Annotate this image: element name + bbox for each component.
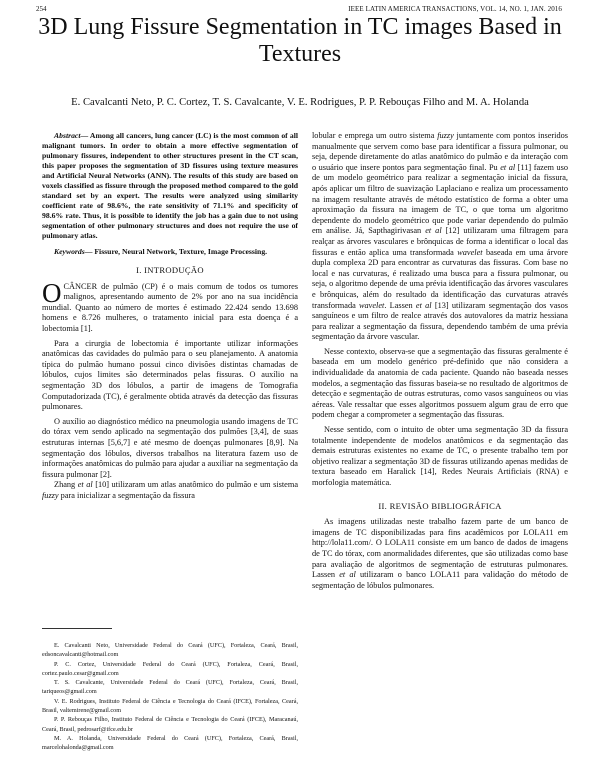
left-column — [42, 131, 298, 501]
italic-run: et al — [500, 162, 516, 172]
right-paragraph-4 — [312, 517, 568, 591]
abstract-label: Abstract— — [54, 131, 89, 140]
text-run: Zhang — [54, 480, 78, 490]
text-run: [11] fazem uso de um modelo geométrico para realizar a segmentação inicial da fissura, após aplicar um filtro de suavização Laplaciano e realiza um processamento na imagem resultante através de método estatístico de forma a obter uma aproximação da fissura na imagem de TC, o que torna um algoritmo dependente do modelo geométrico que pode variar dependendo do pulmão em análise. Já, Sapthagirivasan — [312, 162, 568, 236]
italic-run: et al — [339, 570, 356, 580]
italic-run: fuzzy — [437, 131, 454, 140]
italic-run: fuzzy — [42, 490, 59, 500]
footnote: T. S. Cavalcante, Universidade Federal do Ceará (UFC), Fortaleza, Ceará, Brasil, tariqueos@gmail.com — [42, 679, 298, 696]
section-title-introduction: I. INTRODUÇÃO — [136, 265, 204, 275]
italic-run: wavelet — [457, 247, 483, 257]
italic-run: et al — [415, 300, 432, 310]
italic-run: wavelet — [359, 300, 385, 310]
text-run: lobular e emprega um outro sistema — [312, 131, 438, 140]
intro-paragraph-2: Para a cirurgia de lobectomia é importante utilizar informações anatômicas das cavidades do pulmão para o seu planejamento. A anatomia típica do pulmão humano possui cinco divisões distintas chamadas de lóbulos, cujos limites são determinados pelas fissuras. O auxílio na segmentação 3D dos lóbulos, a partir de imagens de Tomografia Computadorizada (TC), é geralmente obtida através da detecção das fissuras pulmonares. — [42, 338, 298, 412]
right-column — [312, 131, 568, 591]
text-run: . Lassen — [384, 300, 416, 310]
text-run: [10] utilizaram um atlas anatômico do pulmão e um sistema — [92, 480, 299, 490]
footnote: E. Cavalcanti Neto, Universidade Federal do Ceará (UFC), Fortaleza, Ceará, Brasil, edsoncavalcanti@hotmail.com — [42, 642, 298, 659]
footnote: P. C. Cortez, Universidade Federal do Ceará (UFC), Fortaleza, Ceará, Brasil, cortez.paulo.cesar@gmail.com — [42, 660, 298, 677]
text-run: para inicializar a segmentação da fissura — [58, 490, 195, 500]
right-paragraph-3: Nesse sentido, com o intuito de obter uma segmentação 3D da fissura totalmente independente de modelos anatômicos e da segmentação das demais estruturas existentes no exame de TC, o presente trabalho tem por objetivo realizar a segmentação 3D de fissuras utilizando apenas medidas de textura baseado em Haralick [14], Redes Neurais Artificiais (RNA) e morfologia matemática. — [312, 425, 568, 487]
intro-paragraph-1-text: CÂNCER de pulmão (CP) é o mais comum de todos os tumores malignos, apresentando aumento de 2% por ano na sua incidência mundial. Quanto ao número de mortes é estimado 22.424 sendo 13.698 homens e 8.726 mulheres, o tratamento inicial para esta doença é a lobectomia [1]. — [42, 281, 298, 333]
footnote: V. E. Rodrigues, Instituto Federal de Ciência e Tecnologia do Ceará (IFCE), Fortaleza, Ceará, Brasil, valtemirene@gmail.com — [42, 697, 298, 715]
keywords — [42, 247, 298, 257]
journal-header: IEEE LATIN AMERICA TRANSACTIONS, VOL. 14, NO. 1, JAN. 2016 — [348, 5, 562, 13]
abstract-text: Among all cancers, lung cancer (LC) is the most common of all malignant tumors. In order to obtain a more effective segmentation of pulmonary fissures, independent to other structures present in the CT scan, this paper proposes the segmentation of 3D fissures using texture measures and Artificial Neural Networks (ANN). The results of this study are based on voxels classified as fissure through the proposed method compared to the gold standard set by an expert. The results were analyzed using similarity coefficient rate of 98.6%, the rate sensitivity of 71.1% and specificity of 98.6% rate. Thus, it is possible to identify the job has a gain due to not using segmentation of other pulmonary structures and does not require the use of pulmonary atlas. — [42, 131, 298, 240]
intro-paragraph-4 — [42, 480, 298, 501]
text-run: juntamente com pontos inseridos manualmente que servem como base para identificar a fissura pulmonar, ou seja, depende diretamente do atlas anatômico do pulmão e da interação com o usuário que insere pontos para segmentação final. Pu — [312, 131, 568, 172]
text-run: [12] utilizaram uma filtragem para realçar as árvores vasculares e brônquicas de forma a identificar o local das fissuras e então aplica uma transformada — [312, 226, 568, 257]
right-paragraph-1 — [312, 131, 568, 343]
text-run: utilizaram o banco LOLA11 para validação do método de segmentação de lóbulos pulmonares. — [312, 570, 568, 590]
footnote-rule — [42, 628, 112, 629]
footnote: P. P. Rebouças Filho, Instituto Federal de Ciência e Tecnologia do Ceará (IFCE), Maracanaú, Ceará, Brasil, pedrosarf@ifce.edu.br — [42, 716, 298, 733]
abstract — [42, 131, 298, 241]
author-list: E. Cavalcanti Neto, P. C. Cortez, T. S. Cavalcante, V. E. Rodrigues, P. P. Rebouças Filho and M. A. Holanda — [71, 97, 529, 108]
italic-run: et al — [425, 226, 442, 236]
intro-paragraph-1 — [42, 277, 298, 335]
paper-title: 3D Lung Fissure Segmentation in TC images Based in Textures — [38, 14, 562, 67]
right-paragraph-2: Nesse contexto, observa-se que a segmentação das fissuras geralmente é baseada em um modelo genérico pré-definido que não considera a individualidade da anatomia de cada paciente. Quando não baseada nesses modelos, a segmentação das fissuras baseia-se no resultado de algoritmos de detecção e segmentação de outras estruturas, como vasos sanguíneos ou vias aéreas. Vale ressaltar que esses algoritmos possuem algum grau de erro que podem chegar a comprometer a segmentação das fissuras. — [312, 346, 568, 420]
text-run: [13] utilizaram segmentação dos vasos sanguíneos e um filtro de realce através dos autovalores da matriz hessiana para realizar a segmentação da fissura, dependendo também de uma prévia segmentação da árvore vascular. — [312, 300, 569, 342]
footnotes — [42, 628, 298, 753]
keywords-label: Keywords — [54, 247, 85, 256]
text-run: As imagens utilizadas neste trabalho fazem parte de um banco de imagens de TC disponibilizadas para fins acadêmicos por LOLA11 em http://lola11.com/. O LOLA11 consiste em um banco de dados de imagens de TC do tórax, com anormalidades diferentes, que são utilizadas como base para avaliação de algoritmos de segmentação de estruturas pulmonares. Lassen — [312, 517, 568, 580]
drop-cap: O — [42, 277, 62, 308]
section-title-review: II. REVISÃO BIBLIOGRÁFICA — [378, 500, 502, 511]
intro-paragraph-3: O auxílio ao diagnóstico médico na pneumologia usando imagens de TC do tórax vem sendo aplicado na segmentação dos pulmões [3,4], de suas estruturas internas [5,6,7] e até mesmo de doenças pulmonares [8,9]. Na segmentação dos lóbulos, diversos trabalhos na literatura fazem uso de informações anatômicas do pulmão para ajudar a auxiliar na segmentação da fissura pulmonar [2]. — [42, 416, 298, 479]
footnote: M. A. Holanda, Universidade Federal do Ceará (UFC), Fortaleza, Ceará, Brasil, marcelohalonda@gmail.com — [42, 734, 298, 752]
text-run: baseada em uma árvore dupla complexa 2D para encontrar as curvaturas das fissuras. Com base no local e nas curvaturas, é realizado uma busca para a fissura pulmonar, ou seja, o algoritmo depende de uma prévia identificação das árvores vasculares e brônquicas, além do resultado da identificação das curvaturas através transformada — [312, 247, 568, 310]
italic-run: et al — [77, 480, 93, 490]
page-number: 254 — [36, 5, 47, 13]
keywords-text: — Fissure, Neural Network, Texture, Image Processing. — [84, 247, 268, 256]
